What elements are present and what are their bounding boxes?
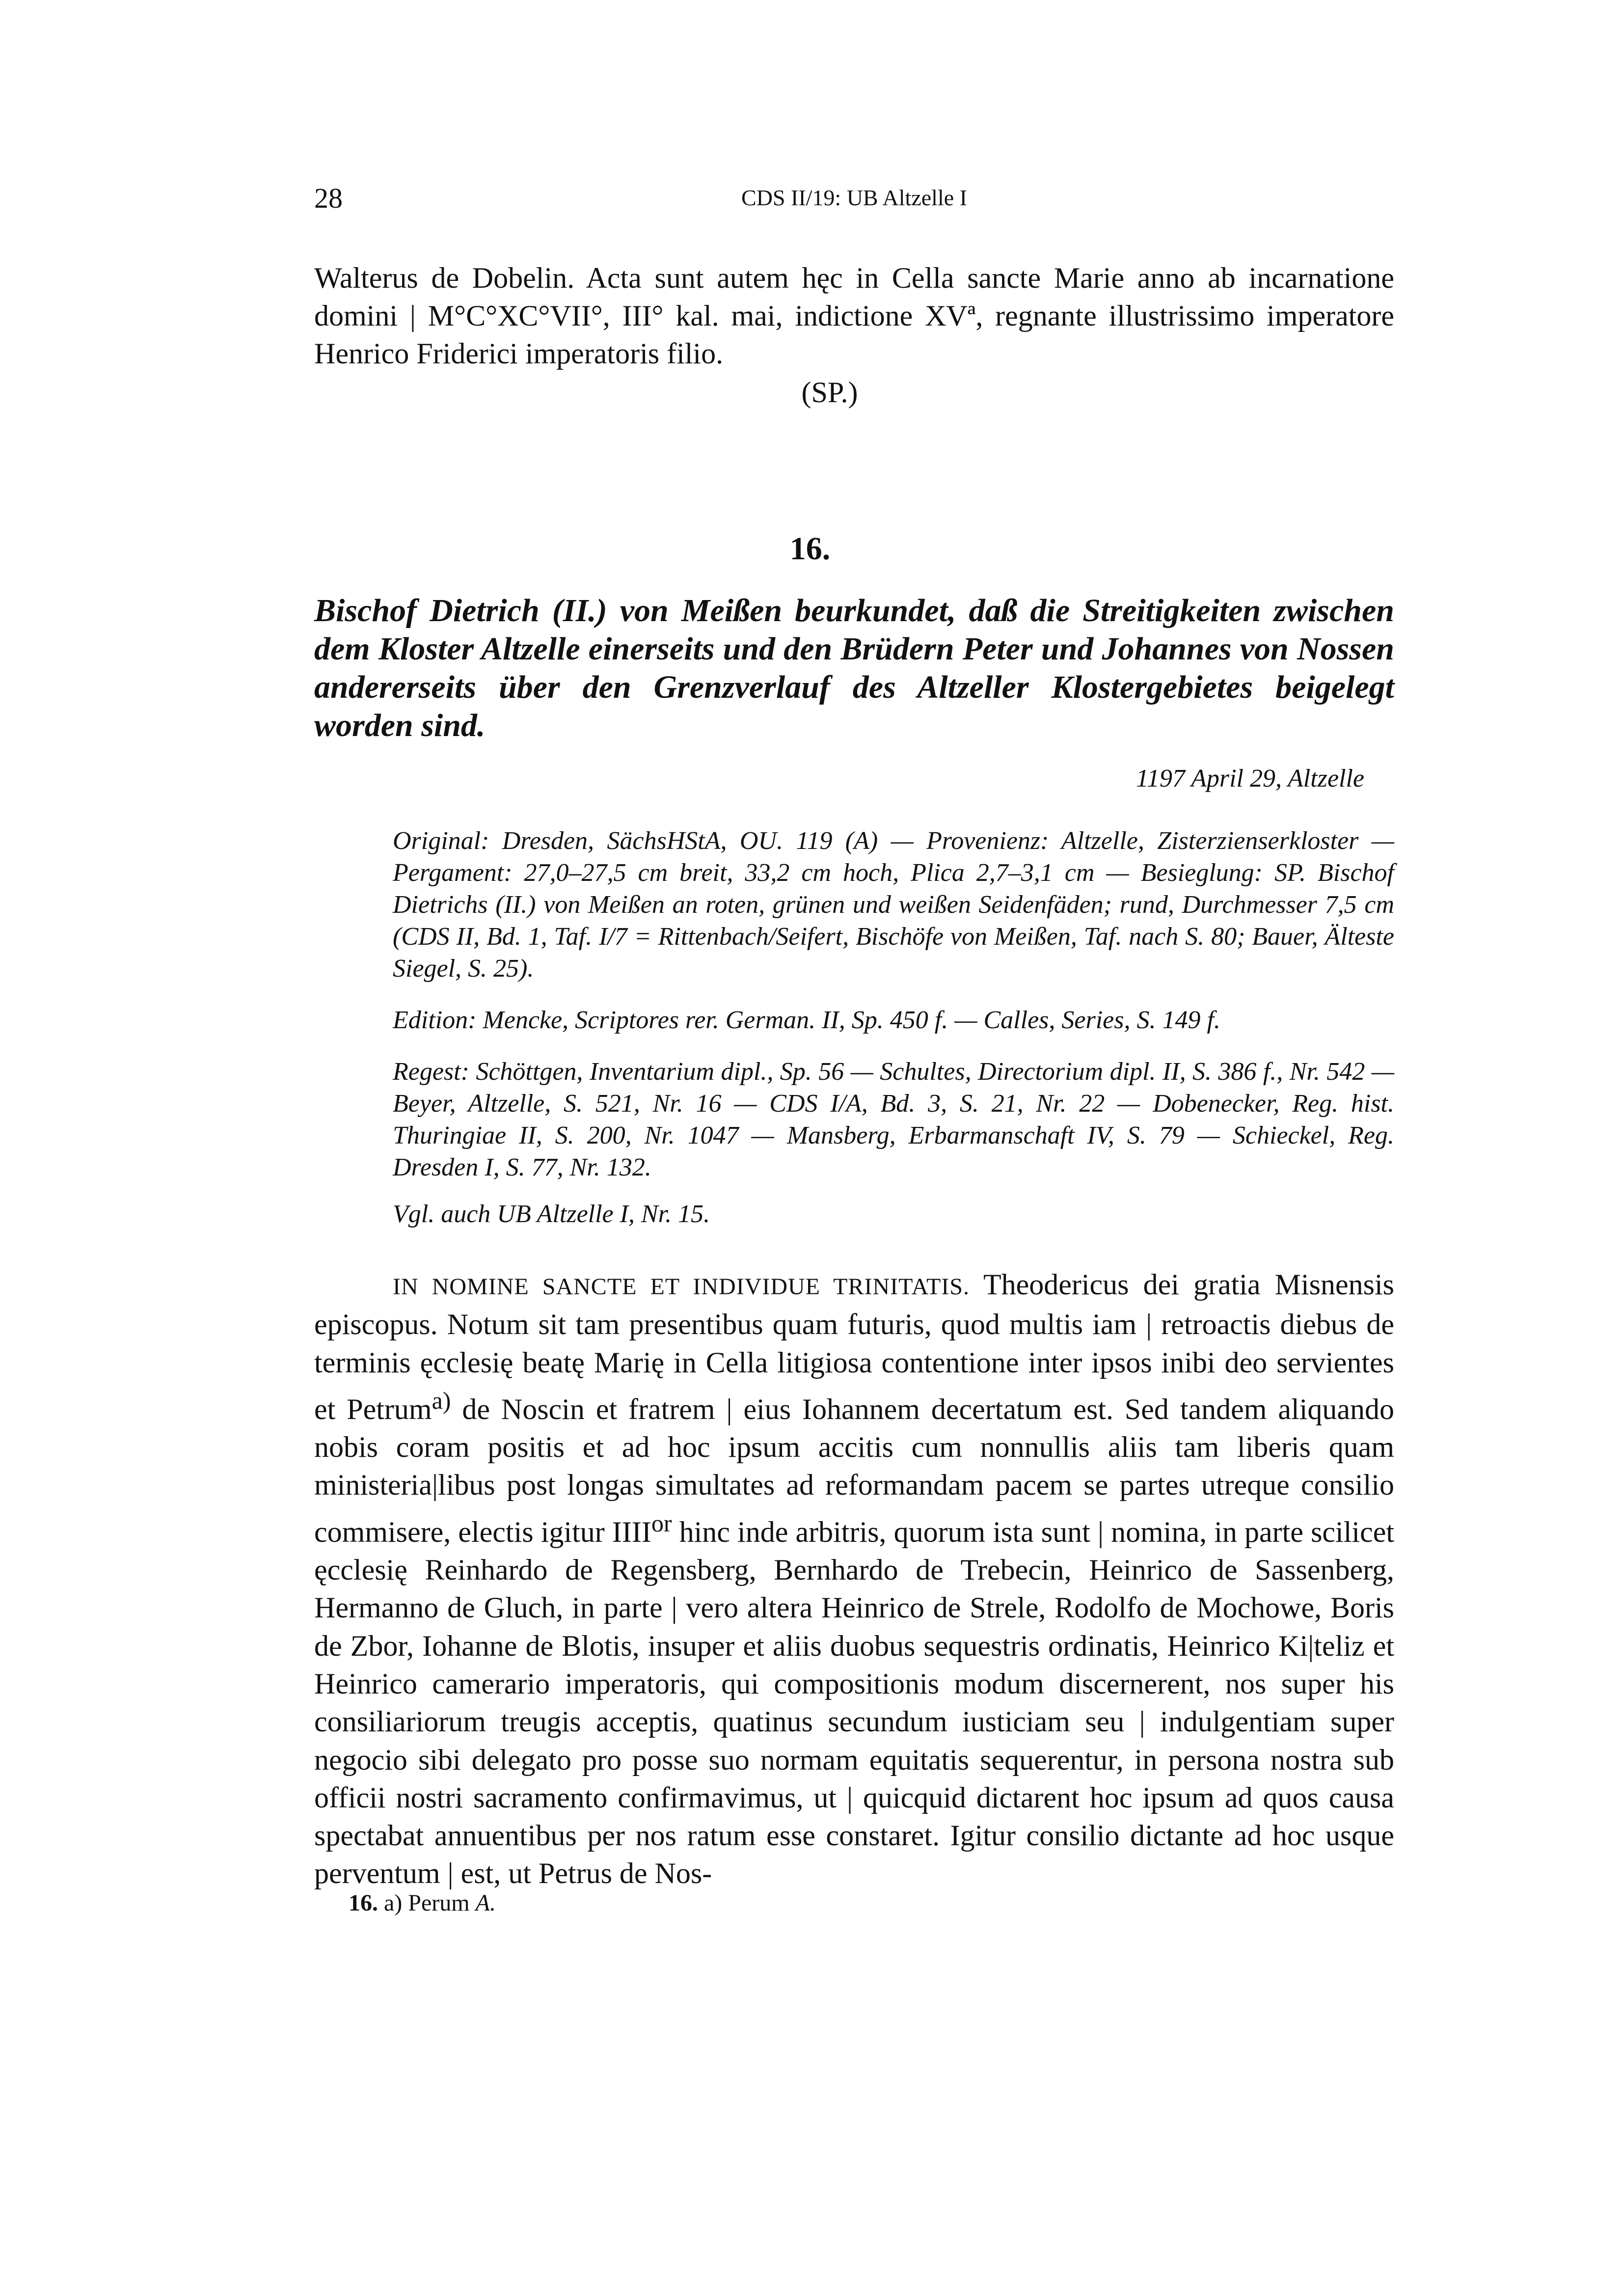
running-header bbox=[314, 182, 1394, 216]
footnote-word: Perum bbox=[408, 1890, 470, 1916]
text-part-1: Theodericus dei gratia Misnensis episcopus. Notum sit tam presentibus quam futuris, quod multis iam | retroactis diebus de terminis ęcclesię beatę Marię in Cella litigiosa contentione inter ipsos inibi deo servientes et Petrum bbox=[314, 1268, 1395, 1425]
apparatus-original: Original: Dresden, SächsHStA, OU. 119 (A) — Provenienz: Altzelle, Zisterzienserkloster — Pergament: 27,0–27,5 cm breit, 33,2 cm hoch, Plica 2,7–3,1 cm — Besieglung: SP. Bischof Dietrichs (II.) von Meißen an roten, grünen und weißen Seidenfäden; rund, Durchmesser 7,5 cm (CDS II, Bd. 1, Taf. I/7 = Rittenbach/Seifert, Bischöfe von Meißen, Taf. nach S. 80; Bauer, Älteste Siegel, S. 25). bbox=[393, 827, 1394, 983]
footnote-mark-label: a) bbox=[384, 1890, 403, 1916]
footnote-number: 16. bbox=[349, 1890, 378, 1916]
running-title: CDS II/19: UB Altzelle I bbox=[741, 185, 967, 210]
text-part-2: de Noscin et fratrem | eius Iohannem decertatum est. Sed tandem aliquando nobis coram positis et ad hoc ipsum accitis cum nonnullis aliis tam liberis quam ministeria|libus post longas simultates ad reformandam pacem se partes utreque consilio commisere, electis igitur IIII bbox=[314, 1393, 1394, 1548]
invocatio: IN NOMINE SANCTE ET INDIVIDUE TRINITATIS. bbox=[393, 1274, 970, 1300]
seal-mark: (SP.) bbox=[801, 376, 858, 409]
date-place: 1197 April 29, Altzelle bbox=[1135, 765, 1364, 793]
text-part-3: hinc inde arbitris, quorum ista sunt | nomina, in parte scilicet ęcclesię Reinhardo de Regensberg, Bernhardo de Trebecin, Heinrico de Sassenberg, Hermanno de Gluch, in parte | vero altera Heinrico de Strele, Rodolfo de Mochowe, Boris de Zbor, Iohanne de Blotis, insuper et aliis duobus sequestris ordinatis, Heinrico Ki|teliz et Heinrico camerario imperatoris, qui compositionis modum discernerent, nos super his consiliariorum treugis acceptis, quatinus secundum iusticiam seu | indulgentiam super negocio sibi delegato pro posse suo normam equitatis sequerentur, in persona nostra sub officii nostri sacramento confirmavimus, ut | quicquid dictarent hoc ipsum ad quos causa spectabat annuentibus per nos ratum esse constaret. Igitur consilio dictante ad hoc usque perventum | est, ut Petrus de Nos- bbox=[314, 1515, 1394, 1890]
document-number: 16. bbox=[789, 531, 831, 567]
footnote bbox=[349, 1889, 496, 1916]
superscript-or: or bbox=[651, 1509, 672, 1537]
footnote-siglum: A. bbox=[475, 1890, 496, 1916]
document-text bbox=[314, 1266, 1394, 1893]
footnote-mark: a) bbox=[432, 1386, 451, 1414]
page-number: 28 bbox=[314, 182, 343, 214]
apparatus-compare: Vgl. auch UB Altzelle I, Nr. 15. bbox=[393, 1200, 710, 1228]
previous-document-closing: Walterus de Dobelin. Acta sunt autem hęc in Cella sancte Marie anno ab incarnatione domini | M°C°XC°VII°, III° kal. mai, indictione XVª, regnante illustrissimo imperatore Henrico Friderici imperatoris filio. bbox=[314, 262, 1394, 370]
regest-summary: Bischof Dietrich (II.) von Meißen beurkundet, daß die Streitigkeiten zwischen dem Kloster Altzelle einerseits und den Brüdern Peter und Johannes von Nossen andererseits über den Grenzverlauf des Altzeller Klostergebietes beigelegt worden sind. bbox=[314, 593, 1394, 743]
apparatus-edition: Edition: Mencke, Scriptores rer. German. II, Sp. 450 f. — Calles, Series, S. 149 f. bbox=[393, 1006, 1220, 1034]
apparatus-regest: Regest: Schöttgen, Inventarium dipl., Sp. 56 — Schultes, Directorium dipl. II, S. 386 f., Nr. 542 — Beyer, Altzelle, S. 521, Nr. 16 — CDS I/A, Bd. 3, S. 21, Nr. 22 — Dobenecker, Reg. hist. Thuringiae II, S. 200, Nr. 1047 — Mansberg, Erbarmanschaft IV, S. 79 — Schieckel, Reg. Dresden I, S. 77, Nr. 132. bbox=[393, 1058, 1394, 1181]
